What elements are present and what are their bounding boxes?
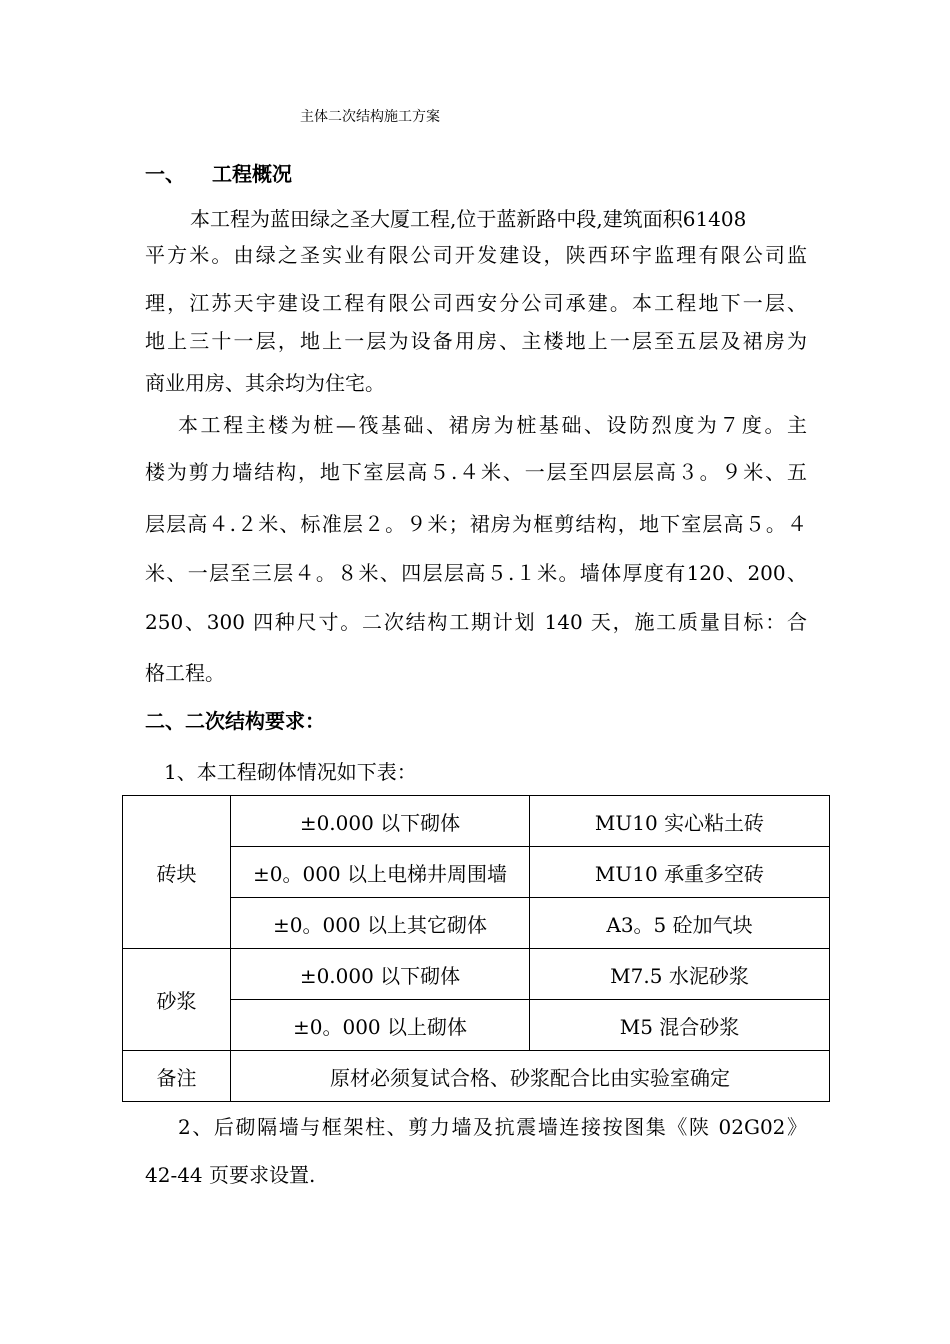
paragraph2-line: 米、一层至三层４。８米、四层层高５.１米。墙体厚度有120、200、 xyxy=(145,561,807,585)
item2-line: 42-44 页要求设置. xyxy=(145,1163,316,1187)
masonry-table xyxy=(122,795,830,1102)
table-cell: A3。5 砼加气块 xyxy=(530,898,830,949)
table-cell: ±0.000 以下砌体 xyxy=(231,949,530,1000)
table-cell: ±0。000 以上其它砌体 xyxy=(231,898,530,949)
table-cell: MU10 实心粘土砖 xyxy=(530,796,830,847)
paragraph2-line: 250、300 四种尺寸。二次结构工期计划 140 天，施工质量目标：合 xyxy=(145,610,807,634)
table-cell: MU10 承重多空砖 xyxy=(530,847,830,898)
table-cell: ±0。000 以上电梯井周围墙 xyxy=(231,847,530,898)
section1-title: 工程概况 xyxy=(212,162,292,186)
table-row xyxy=(123,796,830,847)
item1-text: 1、本工程砌体情况如下表： xyxy=(164,760,417,784)
table-cell: ±0.000 以下砌体 xyxy=(231,796,530,847)
paragraph2-line: 本工程主楼为桩—筏基础、裙房为桩基础、设防烈度为７度。主 xyxy=(178,413,807,437)
item2-line: 2、后砌隔墙与框架柱、剪力墙及抗震墙连接按图集《陕 02G02》 xyxy=(178,1115,807,1139)
paragraph2-line: 层层高４.２米、标准层２。９米；裙房为框剪结构，地下室层高５。４ xyxy=(145,512,807,536)
paragraph1-line: 平方米。由绿之圣实业有限公司开发建设，陕西环宇监理有限公司监 xyxy=(145,243,807,267)
note-label-cell: 备注 xyxy=(123,1051,231,1102)
table-cell: M7.5 水泥砂浆 xyxy=(530,949,830,1000)
paragraph2-line: 楼为剪力墙结构，地下室层高５.４米、一层至四层层高３。９米、五 xyxy=(145,460,807,484)
document-header: 主体二次结构施工方案 xyxy=(300,109,440,125)
table-row xyxy=(123,1051,830,1102)
paragraph1-line: 本工程为蓝田绿之圣大厦工程,位于蓝新路中段,建筑面积61408 xyxy=(190,207,747,231)
section2-title: 二、二次结构要求： xyxy=(145,709,325,733)
table-cell: ±0。000 以上砌体 xyxy=(231,1000,530,1051)
table-cell: M5 混合砂浆 xyxy=(530,1000,830,1051)
paragraph1-line: 理，江苏天宇建设工程有限公司西安分公司承建。本工程地下一层、 xyxy=(145,291,807,315)
mortar-label-cell: 砂浆 xyxy=(123,949,231,1051)
table-row xyxy=(123,949,830,1000)
brick-label-cell: 砖块 xyxy=(123,796,231,949)
note-text-cell: 原材必须复试合格、砂浆配合比由实验室确定 xyxy=(231,1051,830,1102)
paragraph2-line: 格工程。 xyxy=(145,661,225,685)
paragraph1-line: 地上三十一层，地上一层为设备用房、主楼地上一层至五层及裙房为 xyxy=(145,329,807,353)
paragraph1-line: 商业用房、其余均为住宅。 xyxy=(145,371,385,395)
section1-number: 一、 xyxy=(145,162,185,186)
